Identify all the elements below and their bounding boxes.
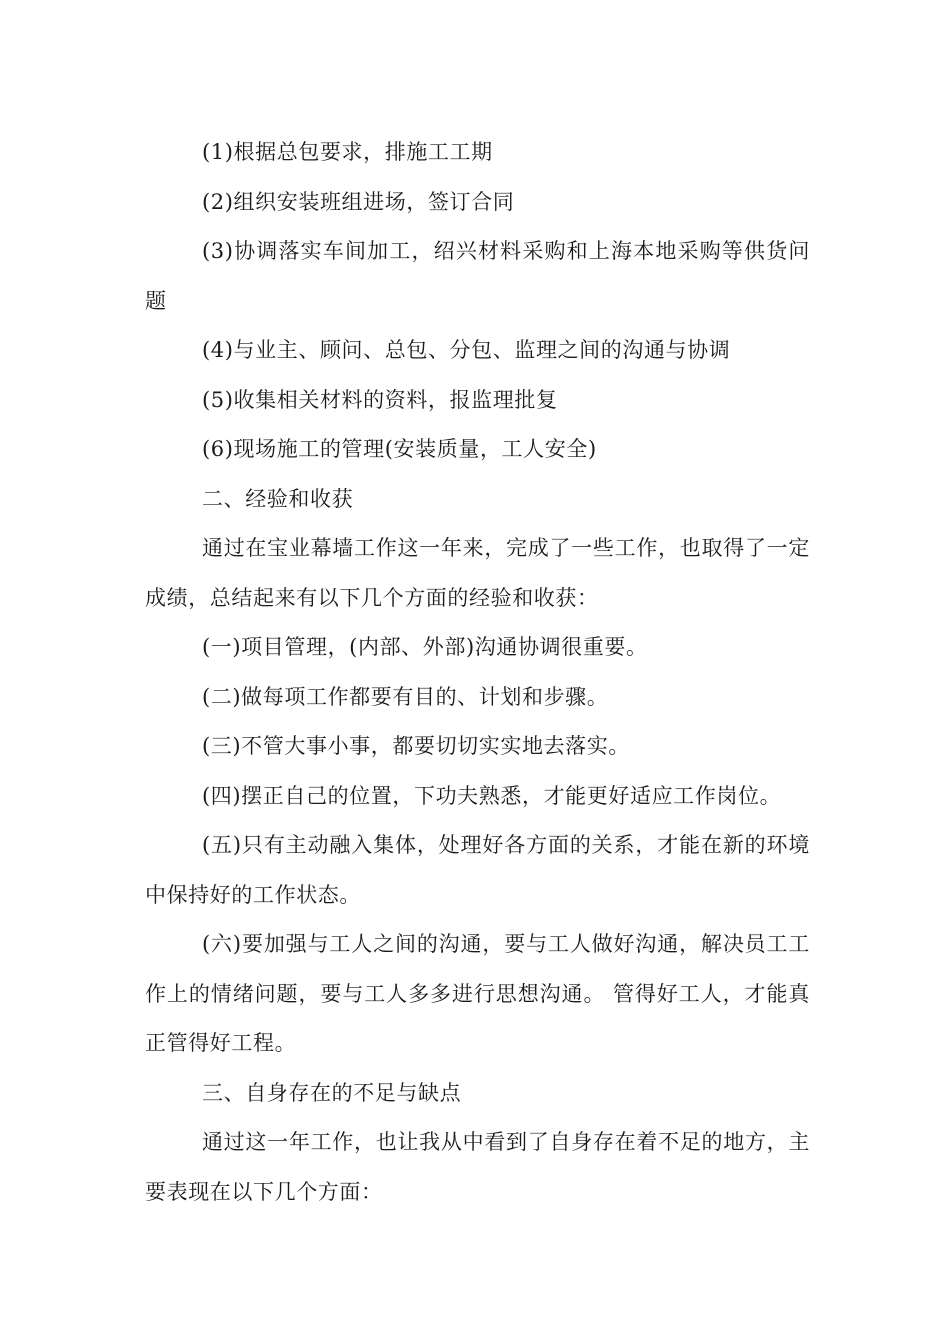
experience-item-3: (三)不管大事小事，都要切切实实地去落实。 (202, 734, 630, 758)
list-item-2: (2)组织安装班组进场，签订合同 (202, 189, 515, 214)
experience-item-1: (一)项目管理，(内部、外部)沟通协调很重要。 (202, 635, 648, 659)
list-item-3: (3)协调落实车间加工，绍兴材料采购和上海本地采购等供货问题 (145, 239, 810, 313)
list-item-4: (4)与业主、顾问、总包、分包、监理之间的沟通与协调 (202, 338, 731, 362)
list-item-6: (6)现场施工的管理(安装质量，工人安全) (202, 437, 597, 461)
shortcomings-intro-paragraph: 通过这一年工作，也让我从中看到了自身存在着不足的地方，主要表现在以下几个方面： (145, 1130, 810, 1204)
list-item-5: (5)收集相关材料的资料，报监理批复 (202, 387, 558, 412)
section-heading-shortcomings: 三、自身存在的不足与缺点 (202, 1080, 462, 1105)
experience-item-4: (四)摆正自己的位置，下功夫熟悉，才能更好适应工作岗位。 (202, 783, 782, 808)
experience-item-2: (二)做每项工作都要有目的、计划和步骤。 (202, 684, 609, 709)
experience-intro-paragraph: 通过在宝业幕墙工作这一年来，完成了一些工作，也取得了一定成绩，总结起来有以下几个方面的经验和收获： (145, 536, 810, 610)
experience-item-5: (五)只有主动融入集体，处理好各方面的关系，才能在新的环境中保持好的工作状态。 (145, 833, 810, 907)
section-heading-experience: 二、经验和收获 (202, 486, 354, 511)
document-body (145, 128, 810, 1217)
experience-item-6: (六)要加强与工人之间的沟通，要与工人做好沟通，解决员工工作上的情绪问题，要与工人多多进行思想沟通。 管得好工人，才能真正管得好工程。 (145, 932, 810, 1055)
list-item-1: (1)根据总包要求，排施工工期 (202, 140, 493, 164)
